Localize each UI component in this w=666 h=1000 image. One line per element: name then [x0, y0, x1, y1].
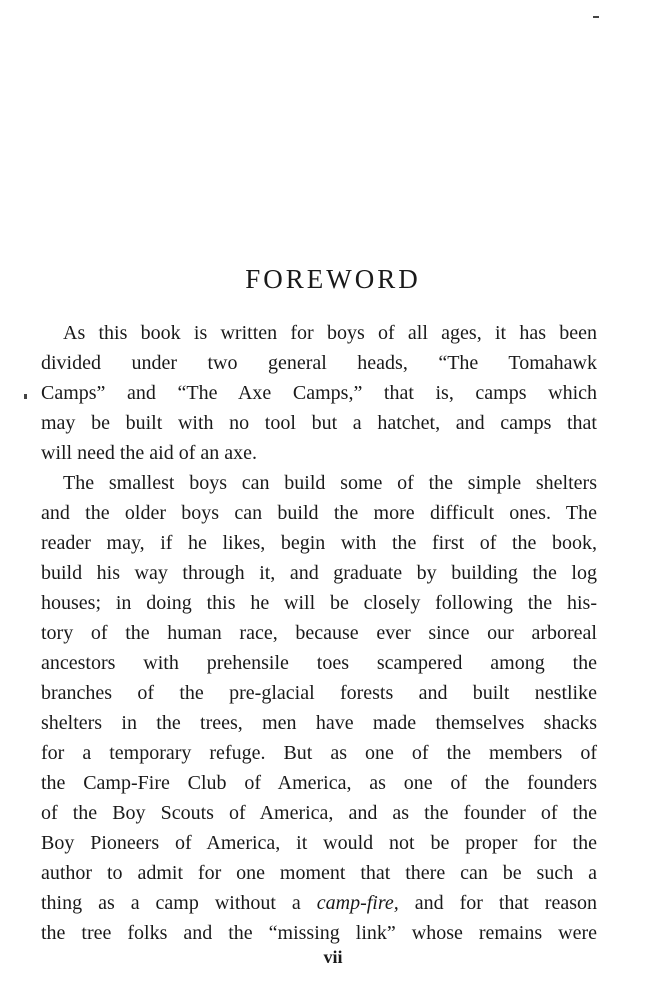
text-line: build his way through it, and graduate by building the log	[41, 562, 597, 584]
text-line: the Camp-Fire Club of America, as one of the founders	[41, 772, 597, 794]
chapter-title: FOREWORD	[245, 264, 421, 294]
text-line: The smallest boys can build some of the simple shelters	[63, 472, 597, 494]
text-line: houses; in doing this he will be closely following the his-	[41, 592, 597, 614]
text-line: Boy Pioneers of America, it would not be proper for the	[41, 832, 597, 854]
text-line-with-emphasis	[41, 888, 597, 918]
text-line: of the Boy Scouts of America, and as the founder of the	[41, 802, 597, 824]
text-line: As this book is written for boys of all ages, it has been	[63, 322, 597, 344]
text-line: author to admit for one moment that there can be such a	[41, 862, 597, 884]
text-line: divided under two general heads, “The Tomahawk	[41, 352, 597, 374]
print-speck	[593, 16, 599, 18]
body-text	[41, 318, 597, 948]
text-segment: and for that reason	[398, 892, 598, 914]
text-line: branches of the pre-glacial forests and built nestlike	[41, 682, 597, 704]
paragraph-1	[41, 318, 597, 468]
text-line: for a temporary refuge. But as one of the members of	[41, 742, 597, 764]
print-speck	[24, 394, 27, 399]
text-line: may be built with no tool but a hatchet, and camps that	[41, 412, 597, 434]
text-line: will need the aid of an axe.	[41, 442, 258, 464]
paragraph-2	[41, 468, 597, 948]
emphasized-word: camp-fire,	[316, 892, 399, 914]
text-segment: thing as a camp without a	[41, 892, 317, 914]
text-line: tory of the human race, because ever since our arboreal	[41, 622, 597, 644]
text-line: Camps” and “The Axe Camps,” that is, camps which	[41, 382, 597, 404]
page-number: vii	[323, 947, 343, 967]
text-line: the tree folks and the “missing link” whose remains were	[41, 922, 597, 944]
text-line: shelters in the trees, men have made themselves shacks	[41, 712, 597, 734]
text-line: ancestors with prehensile toes scampered among the	[41, 652, 597, 674]
text-line: and the older boys can build the more difficult ones. The	[41, 502, 597, 524]
text-line: reader may, if he likes, begin with the first of the book,	[41, 532, 597, 554]
